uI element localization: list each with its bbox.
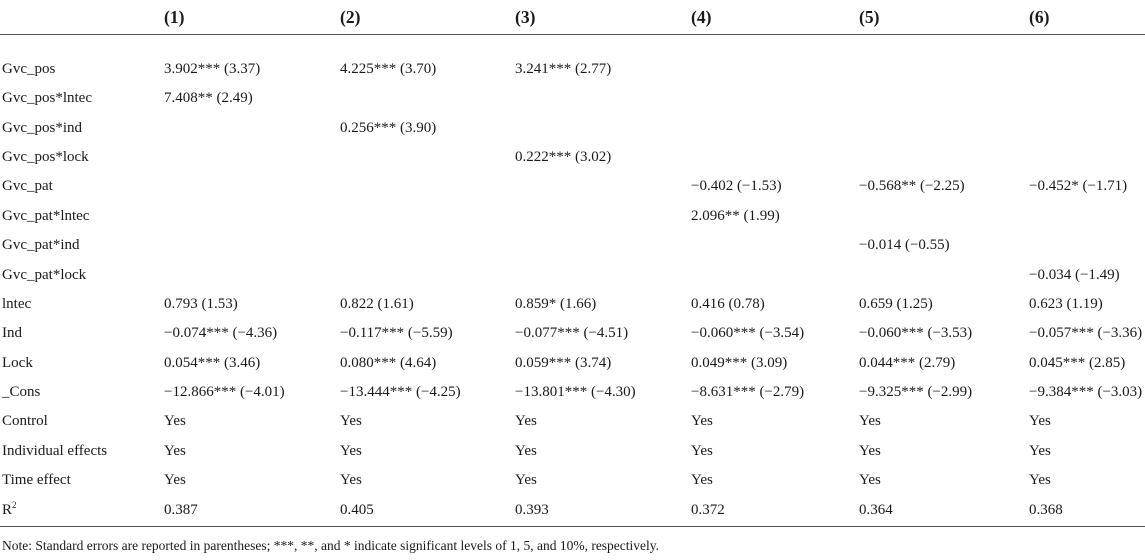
table-cell-model-2: 0.405 bbox=[340, 495, 515, 527]
row-label bbox=[0, 378, 164, 407]
table-cell-model-5: −0.014 (−0.55) bbox=[859, 237, 950, 254]
table-cell-model-2: Yes bbox=[340, 413, 362, 430]
table-cell-model-6 bbox=[1029, 202, 1145, 231]
table-cell-model-1 bbox=[164, 113, 340, 142]
row-label-text: Ind bbox=[2, 325, 22, 342]
table-cell-model-3 bbox=[515, 202, 691, 231]
table-cell-model-5: 0.659 (1.25) bbox=[859, 295, 933, 312]
row-label bbox=[0, 35, 164, 85]
table-cell-model-6: −0.452* (−1.71) bbox=[1029, 178, 1128, 195]
table-cell-model-2: Yes bbox=[340, 442, 362, 459]
table-cell-model-5: −0.568** (−2.25) bbox=[859, 178, 965, 195]
row-label bbox=[0, 290, 164, 319]
table-cell-model-5: Yes bbox=[859, 442, 881, 459]
header-cell-model-1: (1) bbox=[164, 0, 340, 35]
table-cell-model-1: 3.902*** (3.37) bbox=[164, 61, 261, 77]
table-cell-model-1: 0.793 (1.53) bbox=[164, 295, 238, 312]
row-label-text: R bbox=[2, 502, 13, 519]
row-label-text: _Cons bbox=[2, 384, 41, 401]
table-cell-model-1 bbox=[164, 202, 340, 231]
table-cell-model-2 bbox=[340, 172, 515, 201]
table-cell-model-1 bbox=[164, 231, 340, 260]
table-cell-model-2 bbox=[340, 260, 515, 289]
table-cell-model-2 bbox=[340, 231, 515, 260]
row-label bbox=[0, 172, 164, 201]
table-cell-model-4 bbox=[691, 84, 859, 113]
table-cell-model-2 bbox=[340, 84, 515, 113]
header-cell-variable bbox=[0, 0, 164, 35]
table-header bbox=[0, 0, 1145, 35]
table-row bbox=[0, 260, 1145, 289]
table-cell-model-5 bbox=[859, 143, 1029, 172]
table-cell-model-4: 0.416 (0.78) bbox=[691, 295, 765, 312]
table-cell-model-2 bbox=[340, 143, 515, 172]
table-cell-model-6: Yes bbox=[1029, 442, 1051, 459]
row-label bbox=[0, 437, 164, 466]
row-label-text: Gvc_pos*lntec bbox=[2, 90, 92, 107]
table-cell-model-2: Yes bbox=[340, 472, 362, 489]
table-row bbox=[0, 437, 1145, 466]
table-cell-model-3 bbox=[515, 172, 691, 201]
header-row bbox=[0, 0, 1145, 35]
table-cell-model-3: 0.059*** (3.74) bbox=[515, 354, 612, 371]
row-label-text: Individual effects bbox=[2, 442, 108, 459]
table-cell-model-4 bbox=[691, 35, 859, 85]
table-cell-model-2: 0.080*** (4.64) bbox=[340, 354, 437, 371]
table-cell-model-6: Yes bbox=[1029, 472, 1051, 489]
table-row bbox=[0, 349, 1145, 378]
table-cell-model-3: Yes bbox=[515, 413, 537, 430]
table-body bbox=[0, 35, 1145, 527]
table-cell-model-6: Yes bbox=[1029, 413, 1051, 430]
table-cell-model-3: 0.859* (1.66) bbox=[515, 295, 597, 312]
table-row bbox=[0, 407, 1145, 436]
table-cell-model-6: −9.384*** (−3.03) bbox=[1029, 384, 1143, 401]
row-label-text: Gvc_pos bbox=[2, 61, 56, 77]
table-cell-model-4: 0.372 bbox=[691, 495, 859, 527]
table-row bbox=[0, 319, 1145, 348]
table-cell-model-6: 0.368 bbox=[1029, 495, 1145, 527]
table-cell-model-1: Yes bbox=[164, 472, 186, 489]
table-cell-model-2: 0.822 (1.61) bbox=[340, 295, 414, 312]
table-cell-model-4 bbox=[691, 231, 859, 260]
table-cell-model-1 bbox=[164, 172, 340, 201]
row-label-text: Gvc_pat*lntec bbox=[2, 207, 90, 224]
table-cell-model-6 bbox=[1029, 84, 1145, 113]
row-label-text: Gvc_pat bbox=[2, 178, 53, 195]
header-cell-model-3: (3) bbox=[515, 0, 691, 35]
header-cell-model-5: (5) bbox=[859, 0, 1029, 35]
table-cell-model-6 bbox=[1029, 231, 1145, 260]
table-cell-model-5 bbox=[859, 202, 1029, 231]
row-label-superscript: 2 bbox=[12, 500, 17, 511]
table-cell-model-2: 4.225*** (3.70) bbox=[340, 61, 437, 77]
table-cell-model-3: 0.393 bbox=[515, 495, 691, 527]
table-cell-model-4 bbox=[691, 143, 859, 172]
table-cell-model-6: −0.034 (−1.49) bbox=[1029, 266, 1120, 283]
table-cell-model-1: −12.866*** (−4.01) bbox=[164, 384, 285, 401]
table-cell-model-6 bbox=[1029, 113, 1145, 142]
row-label bbox=[0, 260, 164, 289]
table-cell-model-4: Yes bbox=[691, 472, 713, 489]
table-cell-model-4: −0.060*** (−3.54) bbox=[691, 325, 805, 342]
table-cell-model-3: −0.077*** (−4.51) bbox=[515, 325, 629, 342]
table-cell-model-5: 0.364 bbox=[859, 495, 1029, 527]
row-label-text: Gvc_pos*ind bbox=[2, 119, 82, 136]
table-cell-model-4: −0.402 (−1.53) bbox=[691, 178, 782, 195]
row-label bbox=[0, 466, 164, 495]
table-cell-model-4: Yes bbox=[691, 442, 713, 459]
row-label bbox=[0, 407, 164, 436]
table-cell-model-6 bbox=[1029, 35, 1145, 85]
table-cell-model-4: 0.049*** (3.09) bbox=[691, 354, 788, 371]
table-row bbox=[0, 113, 1145, 142]
table-cell-model-3 bbox=[515, 84, 691, 113]
table-row bbox=[0, 172, 1145, 201]
table-cell-model-1: 0.054*** (3.46) bbox=[164, 354, 261, 371]
table-cell-model-5: −9.325*** (−2.99) bbox=[859, 384, 973, 401]
row-label bbox=[0, 143, 164, 172]
table-cell-model-1: Yes bbox=[164, 442, 186, 459]
table-cell-model-5 bbox=[859, 260, 1029, 289]
table-cell-model-4 bbox=[691, 260, 859, 289]
row-label bbox=[0, 231, 164, 260]
table-cell-model-1 bbox=[164, 143, 340, 172]
table-cell-model-5: 0.044*** (2.79) bbox=[859, 354, 956, 371]
row-label bbox=[0, 202, 164, 231]
table-cell-model-5: Yes bbox=[859, 413, 881, 430]
table-cell-model-5: Yes bbox=[859, 472, 881, 489]
table-cell-model-6 bbox=[1029, 143, 1145, 172]
table-row bbox=[0, 231, 1145, 260]
table-cell-model-3: 3.241*** (2.77) bbox=[515, 61, 612, 77]
table-cell-model-1 bbox=[164, 260, 340, 289]
table-cell-model-3: 0.222*** (3.02) bbox=[515, 148, 612, 165]
table-cell-model-2: 0.256*** (3.90) bbox=[340, 119, 437, 136]
table-cell-model-1: −0.074*** (−4.36) bbox=[164, 325, 278, 342]
table-cell-model-6: 0.623 (1.19) bbox=[1029, 295, 1103, 312]
row-label bbox=[0, 495, 164, 527]
table-cell-model-3 bbox=[515, 113, 691, 142]
table-cell-model-4: 2.096** (1.99) bbox=[691, 207, 780, 224]
table-cell-model-1: Yes bbox=[164, 413, 186, 430]
table-cell-model-2: −0.117*** (−5.59) bbox=[340, 325, 453, 342]
table-row bbox=[0, 202, 1145, 231]
table-row bbox=[0, 378, 1145, 407]
table-note: Note: Standard errors are reported in parentheses; ***, **, and * indicate significant levels of 1, 5, and 10%, respectively. bbox=[2, 538, 660, 553]
table-cell-model-5 bbox=[859, 35, 1029, 85]
table-row bbox=[0, 84, 1145, 113]
table-cell-model-3: Yes bbox=[515, 442, 537, 459]
table-cell-model-3: Yes bbox=[515, 472, 537, 489]
row-label bbox=[0, 349, 164, 378]
table-cell-model-6: 0.045*** (2.85) bbox=[1029, 354, 1126, 371]
row-label bbox=[0, 319, 164, 348]
table-cell-model-5 bbox=[859, 113, 1029, 142]
table-row bbox=[0, 35, 1145, 85]
table-cell-model-3 bbox=[515, 231, 691, 260]
table-cell-model-1: 7.408** (2.49) bbox=[164, 90, 253, 107]
row-label-text: Gvc_pat*lock bbox=[2, 266, 87, 283]
header-cell-model-4: (4) bbox=[691, 0, 859, 35]
row-label-text: Time effect bbox=[2, 472, 71, 489]
row-label-text: Gvc_pat*ind bbox=[2, 237, 80, 254]
table-cell-model-4 bbox=[691, 113, 859, 142]
table-cell-model-5 bbox=[859, 84, 1029, 113]
header-cell-model-2: (2) bbox=[340, 0, 515, 35]
table-row bbox=[0, 290, 1145, 319]
row-label bbox=[0, 84, 164, 113]
table-cell-model-2: −13.444*** (−4.25) bbox=[340, 384, 461, 401]
row-label-text: Gvc_pos*lock bbox=[2, 148, 89, 165]
row-label-text: Lock bbox=[2, 354, 33, 371]
table-cell-model-2 bbox=[340, 202, 515, 231]
row-label-text: lntec bbox=[2, 295, 32, 312]
table-row bbox=[0, 495, 1145, 527]
table-cell-model-6: −0.057*** (−3.36) bbox=[1029, 325, 1143, 342]
table-cell-model-5: −0.060*** (−3.53) bbox=[859, 325, 973, 342]
table-cell-model-4: −8.631*** (−2.79) bbox=[691, 384, 805, 401]
header-cell-model-6: (6) bbox=[1029, 0, 1145, 35]
table-cell-model-1: 0.387 bbox=[164, 495, 340, 527]
table-row bbox=[0, 466, 1145, 495]
table-cell-model-4: Yes bbox=[691, 413, 713, 430]
table-row bbox=[0, 143, 1145, 172]
row-label-text: Control bbox=[2, 413, 48, 430]
row-label bbox=[0, 113, 164, 142]
table-cell-model-3: −13.801*** (−4.30) bbox=[515, 384, 636, 401]
table-cell-model-3 bbox=[515, 260, 691, 289]
